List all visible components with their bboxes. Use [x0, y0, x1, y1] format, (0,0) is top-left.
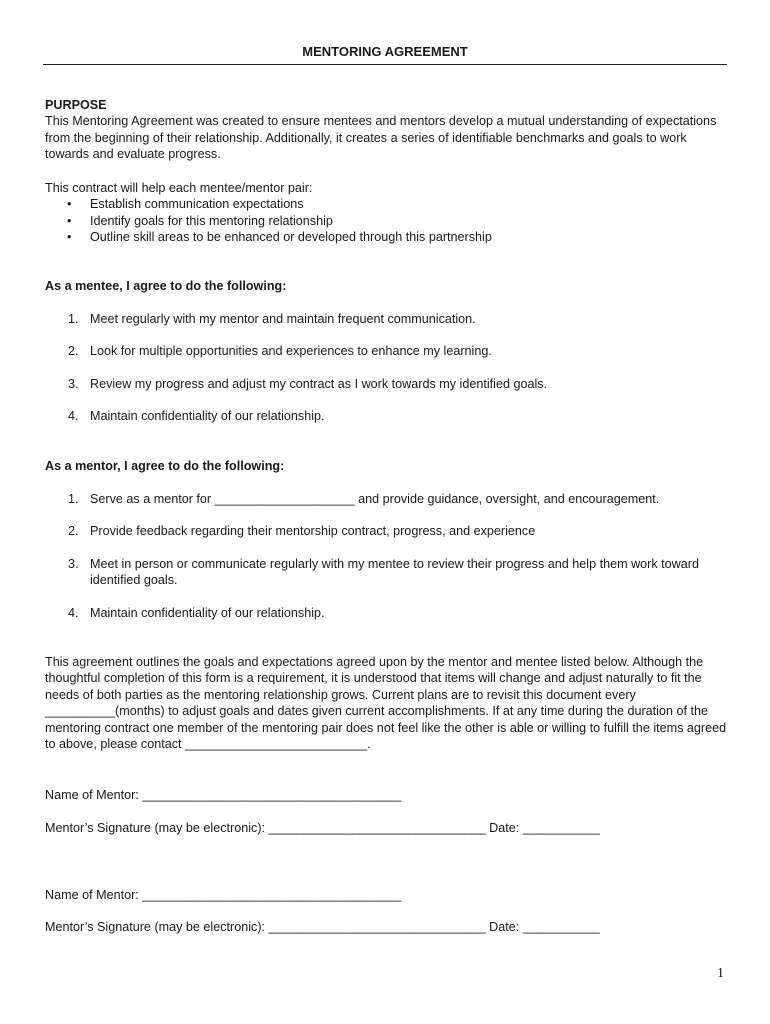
mentor-signature-field-2[interactable]: Mentor’s Signature (may be electronic): _______________________________ Date: ___________	[45, 920, 600, 934]
purpose-section	[45, 97, 730, 163]
item-text: Review my progress and adjust my contract as I work towards my identified goals.	[90, 377, 548, 391]
mentor-item-3	[68, 556, 730, 589]
item-text: Look for multiple opportunities and experiences to enhance my learning.	[90, 344, 492, 358]
item-text: Maintain confidentiality of our relationship.	[90, 409, 325, 423]
item-number: 3.	[68, 557, 79, 571]
mentor-item-4	[68, 605, 730, 621]
agreement-paragraph: This agreement outlines the goals and expectations agreed upon by the mentor and mentee listed below. Although the thoughtful completion of this form is a requirement, it is understood that items will change and adjust naturally to fit the needs of both parties as the mentoring relationship grows. Current plans are to revisit this document every __________(months) to adjust goals and dates given current accomplishments. If at any time during the duration of the mentoring contract one member of the mentoring pair does not feel like the other is able or willing to fulfill the items agreed to above, please contact __________________________.	[45, 655, 727, 752]
purpose-heading: PURPOSE	[45, 98, 107, 112]
mentor-name-field-2[interactable]: Name of Mentor: _____________________________________	[45, 888, 402, 902]
item-number: 3.	[68, 377, 79, 391]
item-text: Serve as a mentor for ____________________ and provide guidance, oversight, and encouragement.	[90, 492, 660, 506]
item-number: 2.	[68, 344, 79, 358]
item-text: Meet regularly with my mentor and maintain frequent communication.	[90, 312, 476, 326]
purpose-paragraph: This Mentoring Agreement was created to ensure mentees and mentors develop a mutual understanding of expectations from the beginning of their relationship. Additionally, it creates a series of identifiable benchmarks and goals to work towards and evaluate progress.	[45, 114, 717, 162]
item-number: 2.	[68, 524, 79, 538]
item-number: 1.	[68, 492, 79, 506]
item-text: Provide feedback regarding their mentorship contract, progress, and experience	[90, 524, 536, 538]
document-title: MENTORING AGREEMENT	[302, 44, 468, 59]
list-item: • Establish communication expectations	[45, 196, 730, 212]
contract-bullet-list	[45, 196, 730, 245]
list-item: • Outline skill areas to be enhanced or developed through this partnership	[45, 229, 730, 245]
mentor-signature-field-1[interactable]: Mentor’s Signature (may be electronic): _______________________________ Date: ___________	[45, 821, 600, 835]
mentee-heading: As a mentee, I agree to do the following:	[45, 279, 287, 293]
item-number: 4.	[68, 606, 79, 620]
item-text: Maintain confidentiality of our relationship.	[90, 606, 325, 620]
mentor-item-2	[68, 523, 730, 539]
mentor-heading: As a mentor, I agree to do the following:	[45, 459, 285, 473]
item-number: 4.	[68, 409, 79, 423]
mentor-item-1	[68, 491, 730, 507]
mentor-name-field-1[interactable]: Name of Mentor: _____________________________________	[45, 788, 402, 802]
title-divider	[43, 64, 727, 65]
mentee-item-2	[68, 343, 730, 359]
mentee-item-4	[68, 408, 730, 424]
item-number: 1.	[68, 312, 79, 326]
item-text: Meet in person or communicate regularly with my mentee to review their progress and help them work toward identified goals.	[90, 557, 699, 588]
list-item: • Identify goals for this mentoring relationship	[45, 213, 730, 229]
contract-intro: This contract will help each mentee/mentor pair:	[45, 181, 313, 195]
mentee-item-3	[68, 376, 730, 392]
mentee-item-1	[68, 311, 730, 327]
page-number: 1	[717, 966, 724, 981]
contract-intro-section	[45, 180, 730, 246]
